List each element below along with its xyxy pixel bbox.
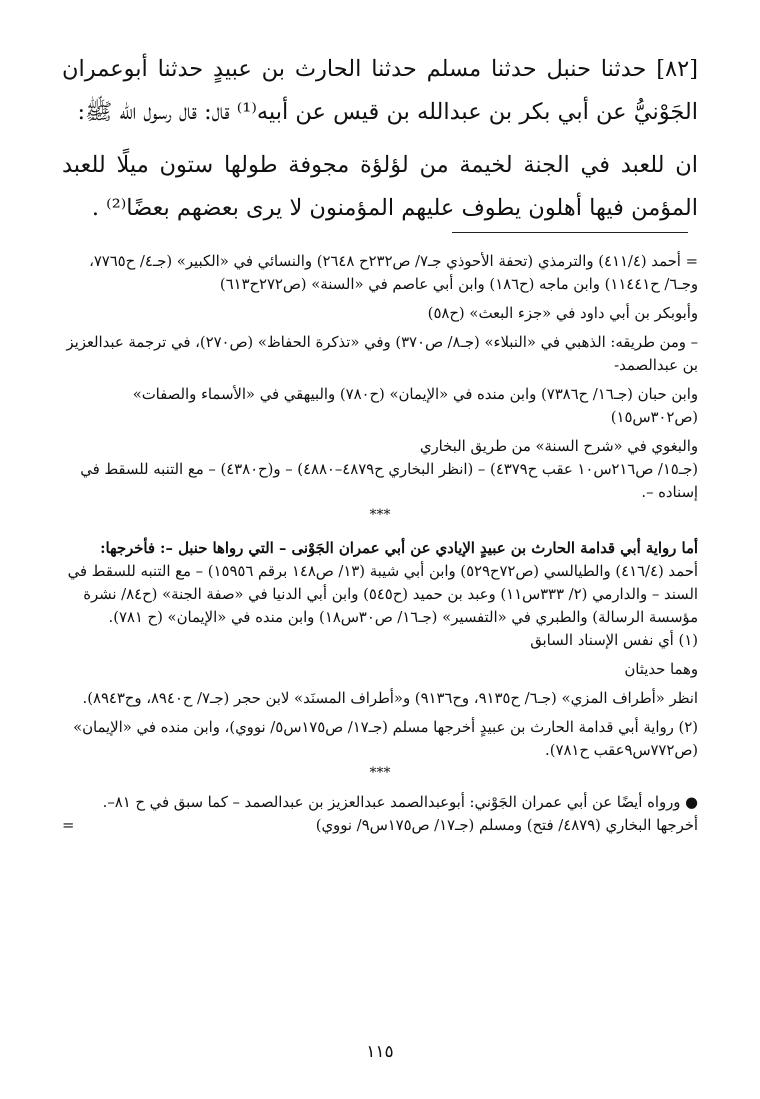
- continuation-mark: =: [62, 817, 75, 834]
- footnote-line: – ومن طريقه: الذهبي في «النبلاء» (جـ٨/ ص٣٧٠) وفي «تذكرة الحفاظ» (ص٢٧٠)، في ترجمة عبدالعزيز بن عبدالصمد-: [66, 334, 698, 374]
- footnotes: [62, 250, 698, 837]
- section-divider-stars: ***: [369, 765, 391, 781]
- footnote-line: وأبوبكر بن أبي داود في «جزء البعث» (ح٥٨): [427, 305, 698, 322]
- footnote-line: والبغوي في «شرح السنة» من طريق البخاري: [419, 438, 698, 455]
- footnote-line: = أحمد (٤١١/٤) والترمذي (تحفة الأحوذي جـ٧/ ص٢٣٢ح ٢٦٤٨) والنسائي في «الكبير» (جـ٤/ ح٧٧٦٥، وجـ٦/ ح١١٤٤١) وابن ماجه (ح١٨٦) وابن أبي عاصم في «السنة» (ص٢٧٢ح٦١٣): [89, 253, 698, 293]
- hadith-text: [62, 48, 698, 230]
- footnote-line: أخرجها البخاري (٤٨٧٩/ فتح) ومسلم (جـ١٧/ ص١٧٥س٩/ نووي): [315, 817, 698, 834]
- footnote-separator: [452, 232, 688, 233]
- hadith-isnad: [٨٢] حدثنا حنبل حدثنا مسلم حدثنا الحارث بن عبيدٍ حدثنا أبوعمران الجَوْنيُّ عن أبي بكر بن عبدالله بن قيس عن أبيه⁽¹⁾ قال: قال رسول الله ﷺ:: [62, 56, 698, 125]
- footnote-line: وهما حديثان: [624, 661, 698, 678]
- footnote-heading: أما رواية أبي قدامة الحارث بن عبيدٍ الإيادي عن أبي عمران الجَوْنى – التي رواها حنبل –: فأخرجها:: [100, 540, 698, 557]
- footnote-line: انظر «أطراف المزي» (جـ٦/ ح٩١٣٥، وح٩١٣٦) و«أطراف المسنَد» لابن حجر (جـ٧/ ح٨٩٤٠، وح٨٩٤٣).: [82, 690, 698, 707]
- page-number: ١١٥: [366, 1042, 394, 1062]
- footnote-line: أحمد (٤١٦/٤) والطيالسي (ص٧٢ح٥٢٩) وابن أبي شيبة (١٣/ ص١٤٨ برقم ١٥٩٥٦) – مع التنبه للسقط في السند – والدارمي (٢/ ٣٣٣س١١) وعبد بن حميد (ح٥٤٥) وابن أبي الدنيا في «صفة الجنة» (ح٨٤/ نشرة مؤسسة الرسالة) والطبري في «التفسير» (جـ١٦/ ص٣٠س١٨) وابن منده في «الإيمان» (ح ٧٨١).: [67, 563, 698, 626]
- footnote-line: (جـ١٥/ ص٢١٦س١٠ عقب ح٤٣٧٩) – (انظر البخاري ح٤٨٧٩–٤٨٨٠) – و(ح٤٣٨٠) – مع التنبه للسقط في إسناده –.: [80, 461, 698, 501]
- footnote-line: وابن حبان (جـ١٦/ ح٧٣٨٦) وابن منده في «الإيمان» (ح٧٨٠) والبيهقي في «الأسماء والصفات» (ص٣٠٢س١٥): [132, 386, 698, 426]
- footnote-1: (١) أي نفس الإسناد السابق: [530, 632, 698, 649]
- footnote-2: (٢) رواية أبي قدامة الحارث بن عبيدٍ أخرجها مسلم (جـ١٧/ ص١٧٥س٥/ نووي)، وابن منده في «الإيمان» (ص٧٧٢س٩عقب ح٧٨١).: [73, 719, 698, 759]
- hadith-matn: ان للعبد في الجنة لخيمة من لؤلؤة مجوفة طولها ستون ميلًا للعبد المؤمن فيها أهلون يطوف عليهم المؤمنون لا يرى بعضهم بعضًا⁽²⁾ .: [62, 152, 698, 221]
- footnote-last-row: [62, 814, 698, 837]
- section-divider-stars: ***: [369, 507, 391, 523]
- footnote-line: ● ورواه أيضًا عن أبي عمران الجَوْني: أبوعبدالصمد عبدالعزيز بن عبدالصمد – كما سبق في ح ٨١–.: [102, 794, 698, 811]
